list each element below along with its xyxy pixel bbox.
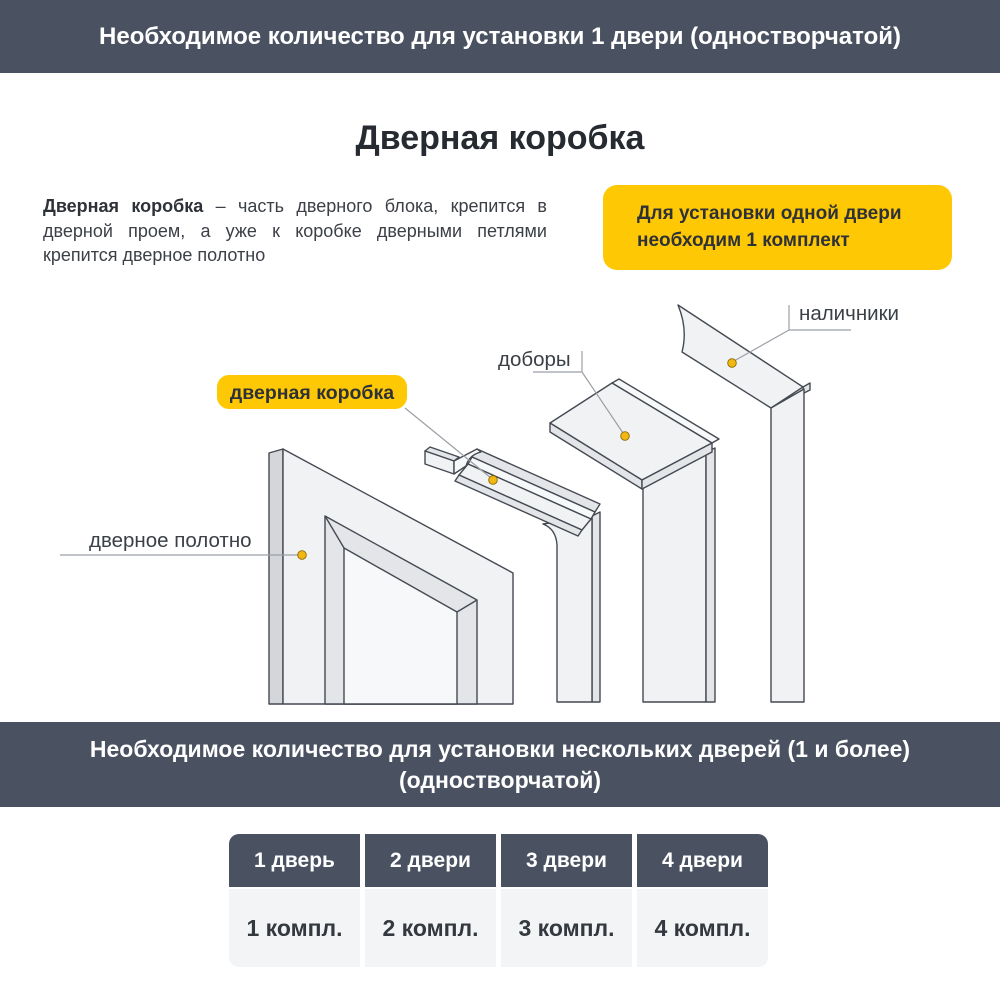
- extensions-dot: [621, 432, 630, 441]
- table-header-cell: 2 двери: [365, 834, 496, 887]
- bottom-banner-line2: (одностворчатой): [398, 766, 601, 793]
- kit-note-box: Для установки одной двери необходим 1 комплект: [603, 185, 952, 270]
- quantity-table: [229, 834, 768, 967]
- table-value-cell: 1 компл.: [229, 889, 360, 967]
- table-value-cell: 3 компл.: [501, 889, 632, 967]
- door-frame-label: дверная коробка: [229, 382, 395, 404]
- door-leaf-label: дверное полотно: [89, 529, 252, 552]
- table-value-cell: 2 компл.: [365, 889, 496, 967]
- top-banner-text: Необходимое количество для установки 1 двери (одностворчатой): [99, 22, 901, 50]
- table-value-cell: 4 компл.: [637, 889, 768, 967]
- bottom-banner-line1: Необходимое количество для установки нескольких дверей (1 и более): [89, 735, 911, 762]
- table-header-cell: 4 двери: [637, 834, 768, 887]
- casings-dot: [728, 359, 737, 368]
- definition-rest: – часть дверного блока, крепится в дверной проем, а уже к коробке дверными петлями крепится дверное полотно: [43, 196, 547, 265]
- table-header-cell: 3 двери: [501, 834, 632, 887]
- table-header-cell: 1 дверь: [229, 834, 360, 887]
- bottom-banner: [0, 722, 1000, 807]
- casings-label: наличники: [799, 302, 900, 325]
- definition-term: Дверная коробка: [43, 196, 204, 216]
- door-leaf-dot: [298, 551, 307, 560]
- door-frame-label-pill: [217, 375, 407, 409]
- page-title: Дверная коробка: [355, 119, 645, 157]
- door-frame-dot: [489, 476, 498, 485]
- extensions-label: доборы: [498, 348, 571, 371]
